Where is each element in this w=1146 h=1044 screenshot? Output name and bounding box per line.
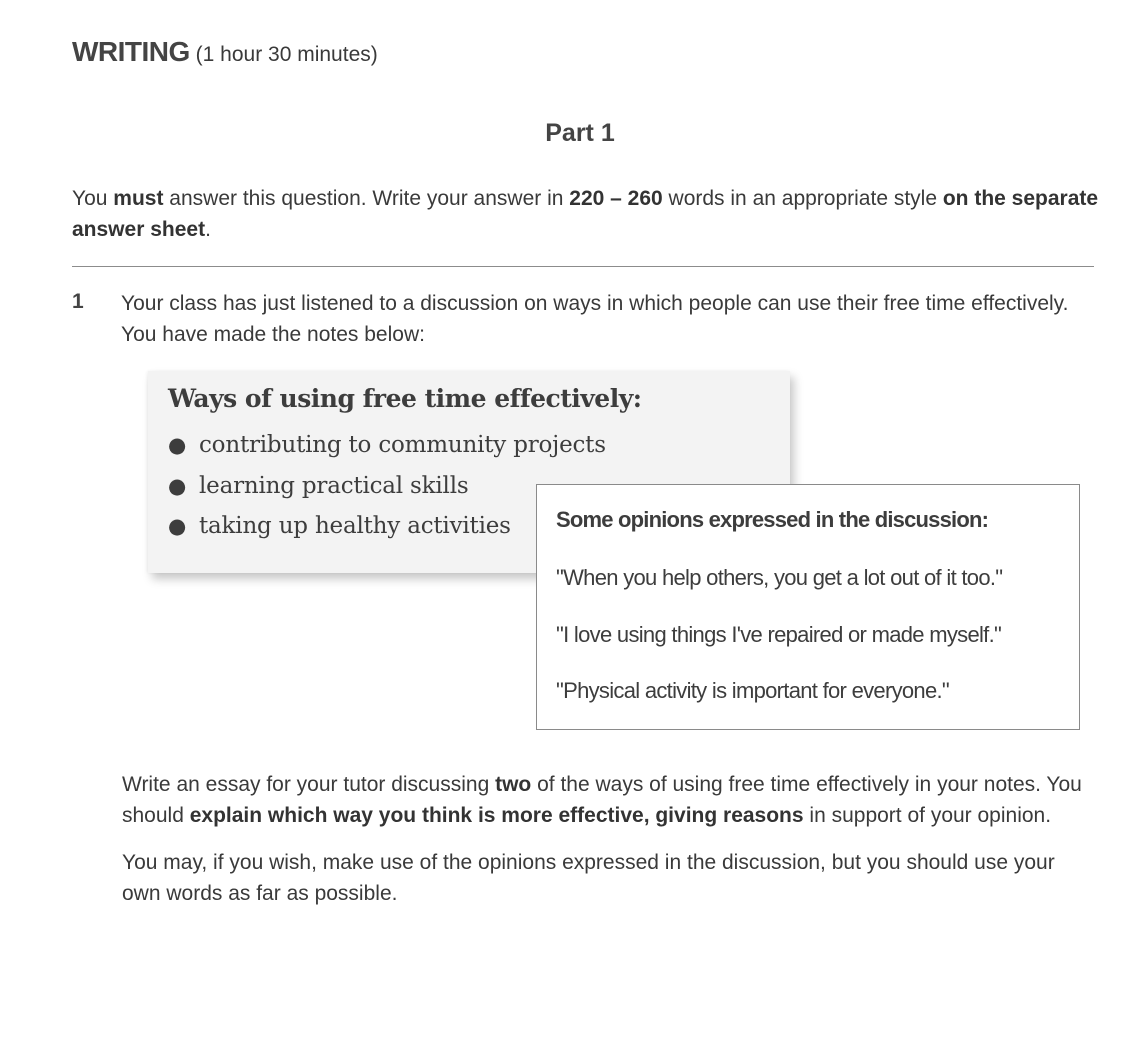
instructions (72, 183, 1102, 245)
section-duration: (1 hour 30 minutes) (195, 43, 378, 66)
notes-item-text: learning practical skills (199, 472, 469, 499)
section-title: WRITING (72, 36, 190, 67)
instructions-emphasis: on the separate answer sheet (72, 187, 1099, 241)
opinion-quote: "I love using things I've repaired or made myself." (556, 622, 1002, 647)
task-instructions (122, 769, 1082, 925)
instructions-text: words in an appropriate style (662, 187, 943, 210)
question-number: 1 (72, 290, 84, 313)
instructions-emphasis: must (113, 187, 164, 210)
bullet-icon: ● (168, 473, 187, 498)
part-title: Part 1 (545, 119, 615, 147)
word-count-range: 220 – 260 (569, 187, 663, 210)
task-emphasis: explain which way you think is more effective, giving reasons (189, 804, 804, 827)
instructions-text: answer this question. Write your answer in (163, 187, 570, 210)
notes-item (168, 425, 606, 466)
instructions-text: You (72, 187, 114, 210)
divider (72, 266, 1094, 267)
opinion-quote: "When you help others, you get a lot out of it too." (556, 565, 1003, 590)
task-text: of the ways of using free time effectively in your notes. You should (122, 773, 1082, 827)
section-heading (72, 34, 378, 73)
question-intro: Your class has just listened to a discussion on ways in which people can use their free time effectively. You have made the notes below: (121, 292, 1069, 346)
task-text: Write an essay for your tutor discussing (122, 773, 496, 796)
opinions-title: Some opinions expressed in the discussion: (556, 507, 989, 532)
task-emphasis: two (495, 773, 532, 796)
notes-item-text: contributing to community projects (199, 432, 606, 458)
notes-title: Ways of using free time effectively: (168, 384, 642, 413)
instructions-text: . (205, 218, 211, 241)
task-paragraph: You may, if you wish, make use of the opinions expressed in the discussion, but you should use your own words as far as possible. (122, 851, 1055, 905)
notes-item-text: taking up healthy activities (199, 513, 511, 539)
opinion-quote: "Physical activity is important for everyone." (556, 678, 950, 703)
bullet-icon: ● (168, 514, 187, 538)
task-text: in support of your opinion. (803, 804, 1052, 827)
task-paragraph (122, 769, 1082, 831)
opinions-box (536, 484, 1080, 730)
bullet-icon: ● (168, 433, 187, 457)
